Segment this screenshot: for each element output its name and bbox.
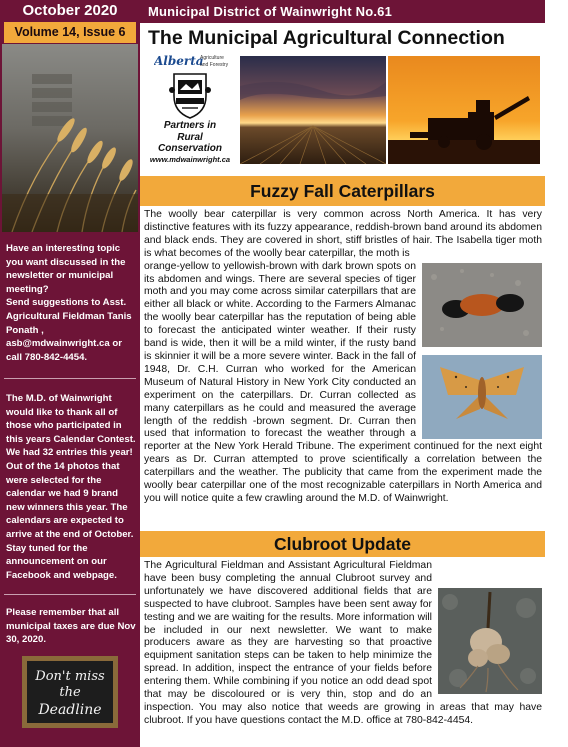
logo-block bbox=[140, 52, 240, 170]
tax-reminder-text: Please remember that all municipal taxes are due Nov 30, 2020. bbox=[6, 607, 136, 646]
woolly-bear-photo bbox=[422, 263, 542, 439]
wheat-photo bbox=[2, 44, 138, 232]
sunset-field-photo bbox=[240, 56, 386, 164]
alberta-wordmark: Alberta bbox=[154, 54, 204, 68]
alberta-dept-line2: and Forestry bbox=[200, 62, 229, 68]
topic-suggestion-text: Have an interesting topic you want discussed in the newsletter or municipal meeting? Send suggestions to Asst. Agricultural Fieldman Tanis Ponath , asb@mdwainwright.ca or call 780-842-4454. bbox=[6, 243, 132, 363]
caterpillar-main-text: orange-yellow to yellowish-brown with dark brown spots on its abdomen and wings. There are several species of tiger moth and you may come across similar caterpillars that are either all black or white. According to the Farmers Almanac the woolly bear caterpillar has the reputation of being able to forecast the anticipated winter weather. If their rusty band is wide, then it will be a mild winter, if the rusty band is skinnier it will be a more severe winter. Back in the fall of 1948, Dr. C.H. Curran who worked for the American Museum of Natural History in New York City conducted an experiment on the caterpillars. Dr. Curran collected as many caterpillars as he could and measured the average length of the reddish -brown segment. Dr. Curran then used that information to forecast the weather through a reporter at the New York Herald Tribune. The experiment continued for the next eight years as Dr. Curran attempted to prove scientifically a correlation between the caterpillars and the weather. The publicity that came from the experiment made the woolly bear caterpillar one of the most recognizable caterpillars in North America and you will notice quite a few crawling around the M.D. of Wainwright. bbox=[144, 260, 542, 504]
caterpillar-intro-text: The woolly bear caterpillar is very common across North America. It has very distinctive features with its fuzzy appearance, reddish-brown band around its abdomen and black ends. They are covered in short, stiff bristles of hair. The Isabella tiger moth is what becomes of the woolly bear caterpillar, the moth is bbox=[144, 209, 542, 259]
partners-line1: Partners in bbox=[163, 120, 217, 131]
caterpillar-article bbox=[144, 209, 542, 506]
issue-month: October 2020 bbox=[0, 0, 140, 22]
partners-tagline bbox=[140, 120, 240, 155]
partners-line3: Conservation bbox=[158, 143, 222, 154]
district-name-bar: Municipal District of Wainwright No.61 bbox=[140, 0, 545, 23]
sidebar-divider bbox=[4, 378, 136, 379]
sidebar-divider bbox=[4, 594, 136, 595]
sign-text-line2: the bbox=[59, 685, 81, 700]
sign-text-line1: Don't miss bbox=[35, 669, 105, 684]
sidebar bbox=[0, 0, 140, 747]
md-crest-logo bbox=[168, 70, 212, 120]
caterpillar-photos bbox=[422, 263, 542, 439]
clubroot-article bbox=[144, 560, 542, 728]
issue-volume: Volume 14, Issue 6 bbox=[4, 22, 136, 43]
clubroot-photo bbox=[438, 588, 542, 694]
newsletter-title: The Municipal Agricultural Connection bbox=[148, 27, 505, 49]
partners-line2: Rural bbox=[177, 131, 203, 143]
clubroot-text: The Agricultural Fieldman and Assistant Agricultural Fieldman have been busy completing the annual Clubroot survey and unfortunately we have discovered additional fields that are suspected to have clubroot. Samples have been sent away for testing and we are waiting for the results. More information will be included in our next newsletter. We want to make producers aware as they are harvesting so that proactive equipment sanitation steps can be taken to help minimize the spread. In addition, inspect the entrance of your fields before entering them. While combining if you notice an odd dead spot that may be discoloured or is very thin, stop and do an inspection. You may also notice that weeds are growing in areas that may have clubroot. If you have questions contact the M.D. office at 780-842-4454. bbox=[144, 560, 542, 726]
alberta-dept-line1: Agriculture bbox=[200, 55, 224, 61]
calendar-contest-text: The M.D. of Wainwright would like to thank all of those who participated in this years Calendar Contest. We had 32 entries this year! Out of the 14 photos that were selected for the calendar we had 9 brand new winners this year. The calendars are expected to arrive at the end of October. Stay tuned for the announcement on our Facebook and webpage. bbox=[6, 393, 136, 581]
alberta-logo bbox=[154, 52, 230, 70]
website-link[interactable]: www.mdwainwright.ca bbox=[149, 155, 231, 164]
sign-text-line3: Deadline bbox=[38, 702, 102, 718]
clubroot-heading: Clubroot Update bbox=[140, 531, 545, 557]
combine-harvest-photo bbox=[388, 56, 540, 164]
deadline-sign-image bbox=[22, 656, 118, 728]
caterpillar-heading: Fuzzy Fall Caterpillars bbox=[140, 176, 545, 206]
